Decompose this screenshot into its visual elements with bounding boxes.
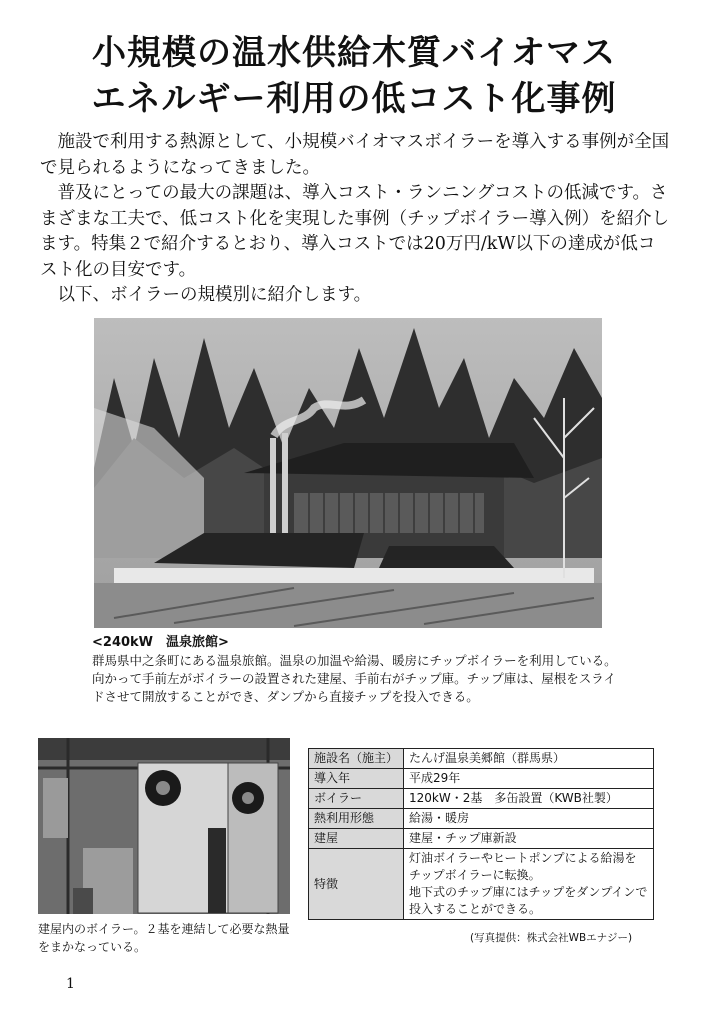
info-row [309, 809, 654, 829]
info-row [309, 769, 654, 789]
page-title [40, 30, 668, 122]
intro-paragraph-3: 以下、ボイラーの規模別に紹介します。 [57, 285, 372, 305]
facility-info-table [308, 748, 654, 920]
caption-title: <240kW 温泉旅館> [92, 635, 229, 650]
info-value: 給湯・暖房 [404, 809, 654, 829]
boiler-photo [38, 738, 290, 914]
info-key: 熱利用形態 [309, 809, 404, 829]
info-row [309, 749, 654, 769]
title-line-1: 小規模の温水供給木質バイオマス [92, 33, 616, 73]
intro-text [40, 130, 670, 309]
ryokan-photo-illustration [94, 318, 602, 628]
photo-credit: (写真提供：株式会社WBエナジー) [470, 932, 633, 944]
info-key: 特徴 [309, 849, 404, 920]
page-number: 1 [66, 976, 75, 992]
boiler-photo-illustration [38, 738, 290, 914]
info-row [309, 789, 654, 809]
intro-paragraph-1: 施設で利用する熱源として、小規模バイオマスボイラーを導入する事例が全国で見られるようになってきました。 [40, 132, 670, 178]
info-value: 120kW・2基 多缶設置（KWB社製） [404, 789, 654, 809]
info-key: 施設名（施主） [309, 749, 404, 769]
info-value: 建屋・チップ庫新設 [404, 829, 654, 849]
title-line-2: エネルギー利用の低コスト化事例 [91, 79, 617, 119]
intro-paragraph-2: 普及にとっての最大の課題は、導入コスト・ランニングコストの低減です。さまざまな工夫で、低コスト化を実現した事例（チップボイラー導入例）を紹介します。特集２で紹介するとおり、導入コストでは20万円/kW以下の達成が低コスト化の目安です。 [40, 183, 670, 280]
info-key: 導入年 [309, 769, 404, 789]
info-key: ボイラー [309, 789, 404, 809]
info-key: 建屋 [309, 829, 404, 849]
ryokan-photo [94, 318, 602, 628]
ryokan-photo-caption [92, 634, 622, 706]
info-row [309, 829, 654, 849]
info-value: 灯油ボイラーやヒートポンプによる給湯をチップボイラーに転換。 地下式のチップ庫にはチップをダンプインで投入することができる。 [404, 849, 654, 920]
caption-body: 群馬県中之条町にある温泉旅館。温泉の加温や給湯、暖房にチップボイラーを利用している。向かって手前左がボイラーの設置された建屋、手前右がチップ庫。チップ庫は、屋根をスライドさせて開放することができ、ダンプから直接チップを投入できる。 [92, 653, 617, 704]
boiler-photo-caption: 建屋内のボイラー。２基を連結して必要な熱量をまかなっている。 [38, 922, 290, 954]
info-row [309, 849, 654, 920]
info-value: たんげ温泉美郷館（群馬県） [404, 749, 654, 769]
info-value: 平成29年 [404, 769, 654, 789]
